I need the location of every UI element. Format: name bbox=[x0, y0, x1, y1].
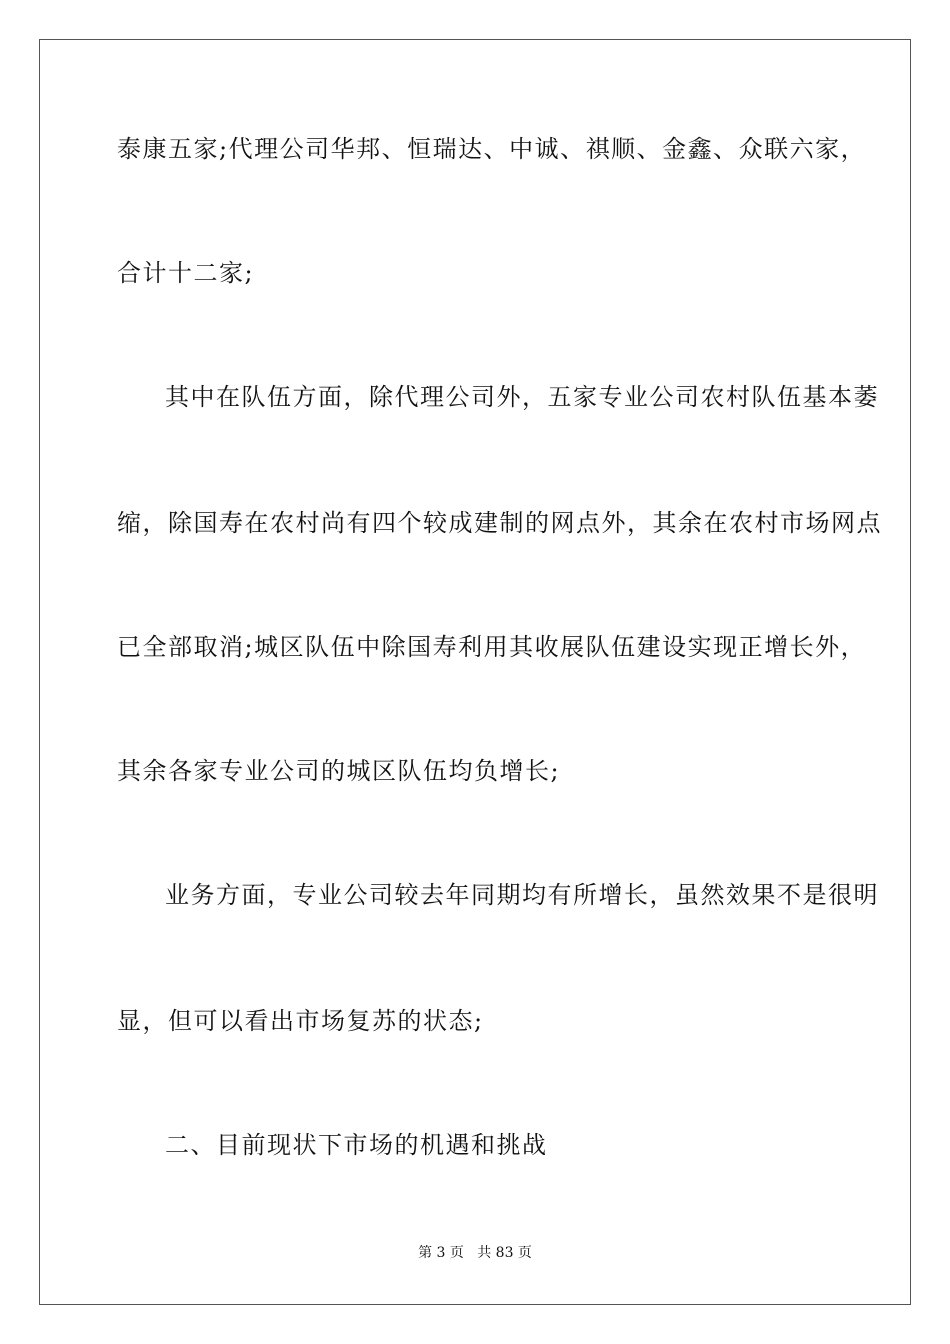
text-line-4: 缩，除国寿在农村尚有四个较成建制的网点外，其余在农村市场网点 bbox=[117, 509, 882, 537]
page-number-footer: 第 3 页 共 83 页 bbox=[418, 1245, 532, 1261]
page-border bbox=[39, 39, 911, 1305]
text-line-7: 业务方面，专业公司较去年同期均有所增长，虽然效果不是很明 bbox=[165, 881, 879, 909]
text-line-3: 其中在队伍方面，除代理公司外，五家专业公司农村队伍基本萎 bbox=[165, 383, 879, 411]
text-line-8: 显，但可以看出市场复苏的状态; bbox=[117, 1007, 484, 1035]
text-line-6: 其余各家专业公司的城区队伍均负增长; bbox=[117, 757, 561, 785]
text-line-2: 合计十二家; bbox=[117, 259, 255, 287]
text-line-5: 已全部取消;城区队伍中除国寿利用其收展队伍建设实现正增长外， bbox=[117, 633, 867, 661]
text-line-1: 泰康五家;代理公司华邦、恒瑞达、中诚、祺顺、金鑫、众联六家， bbox=[117, 135, 867, 163]
section-heading: 二、目前现状下市场的机遇和挑战 bbox=[165, 1131, 548, 1159]
